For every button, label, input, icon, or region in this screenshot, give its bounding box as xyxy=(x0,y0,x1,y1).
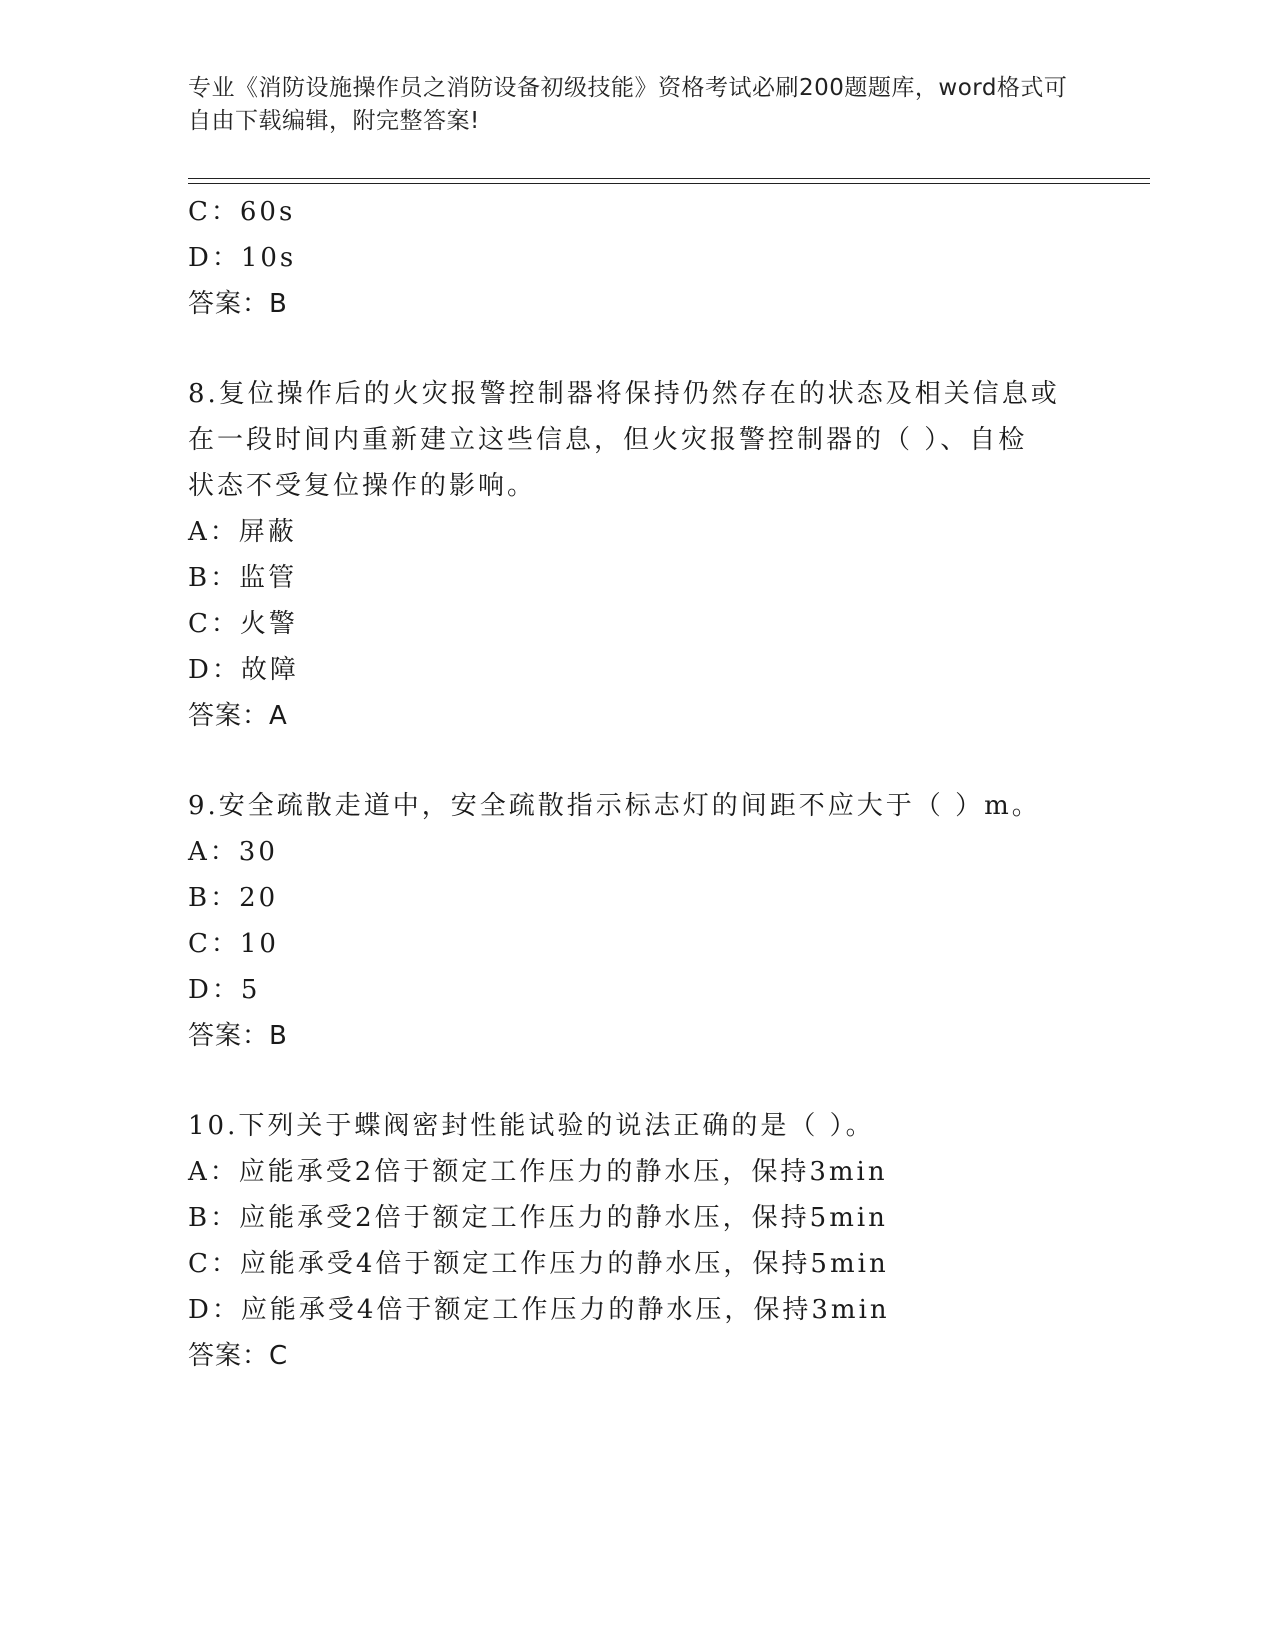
option-b: B：监管 xyxy=(188,563,298,593)
question-10 xyxy=(188,1103,1088,1379)
spacer xyxy=(188,327,1088,371)
option-b: B：20 xyxy=(188,883,279,913)
answer-line: 答案：C xyxy=(188,1341,289,1371)
option-d: D：应能承受4倍于额定工作压力的静水压，保持3min xyxy=(188,1295,890,1325)
question-8 xyxy=(188,371,1088,739)
document-header: 专业《消防设施操作员之消防设备初级技能》资格考试必刷200题题库，word格式可自由下载编辑，附完整答案! xyxy=(188,75,1068,134)
option-d: D：故障 xyxy=(188,655,299,685)
option-d: D：5 xyxy=(188,975,261,1005)
option-c: C：火警 xyxy=(188,609,298,639)
answer-line: 答案：B xyxy=(188,1021,288,1051)
option-a: A：30 xyxy=(188,837,278,867)
option-c: C：10 xyxy=(188,929,279,959)
question-stem-line: 10.下列关于蝶阀密封性能试验的说法正确的是（ ）。 xyxy=(188,1111,875,1141)
answer-line: 答案：A xyxy=(188,701,288,731)
question-9 xyxy=(188,783,1088,1059)
question-stem-line: 在一段时间内重新建立这些信息，但火灾报警控制器的（ ）、自检 xyxy=(188,425,1028,455)
answer-line: 答案：B xyxy=(188,289,288,319)
partial-question xyxy=(188,189,1088,327)
header-divider-top xyxy=(188,178,1150,179)
question-stem-line: 9.安全疏散走道中，安全疏散指示标志灯的间距不应大于（ ）m。 xyxy=(188,791,1041,821)
question-stem-line: 状态不受复位操作的影响。 xyxy=(188,471,537,501)
option-c: C：应能承受4倍于额定工作压力的静水压，保持5min xyxy=(188,1249,889,1279)
spacer xyxy=(188,1059,1088,1103)
option-a: A：应能承受2倍于额定工作压力的静水压，保持3min xyxy=(188,1157,888,1187)
option-a: A：屏蔽 xyxy=(188,517,297,547)
option-c: C：60s xyxy=(188,197,296,227)
spacer xyxy=(188,739,1088,783)
option-b: B：应能承受2倍于额定工作压力的静水压，保持5min xyxy=(188,1203,888,1233)
question-stem-line: 8.复位操作后的火灾报警控制器将保持仍然存在的状态及相关信息或 xyxy=(188,379,1060,409)
header-divider-bottom xyxy=(188,183,1150,184)
question-content xyxy=(188,189,1088,1379)
option-d: D：10s xyxy=(188,243,297,273)
